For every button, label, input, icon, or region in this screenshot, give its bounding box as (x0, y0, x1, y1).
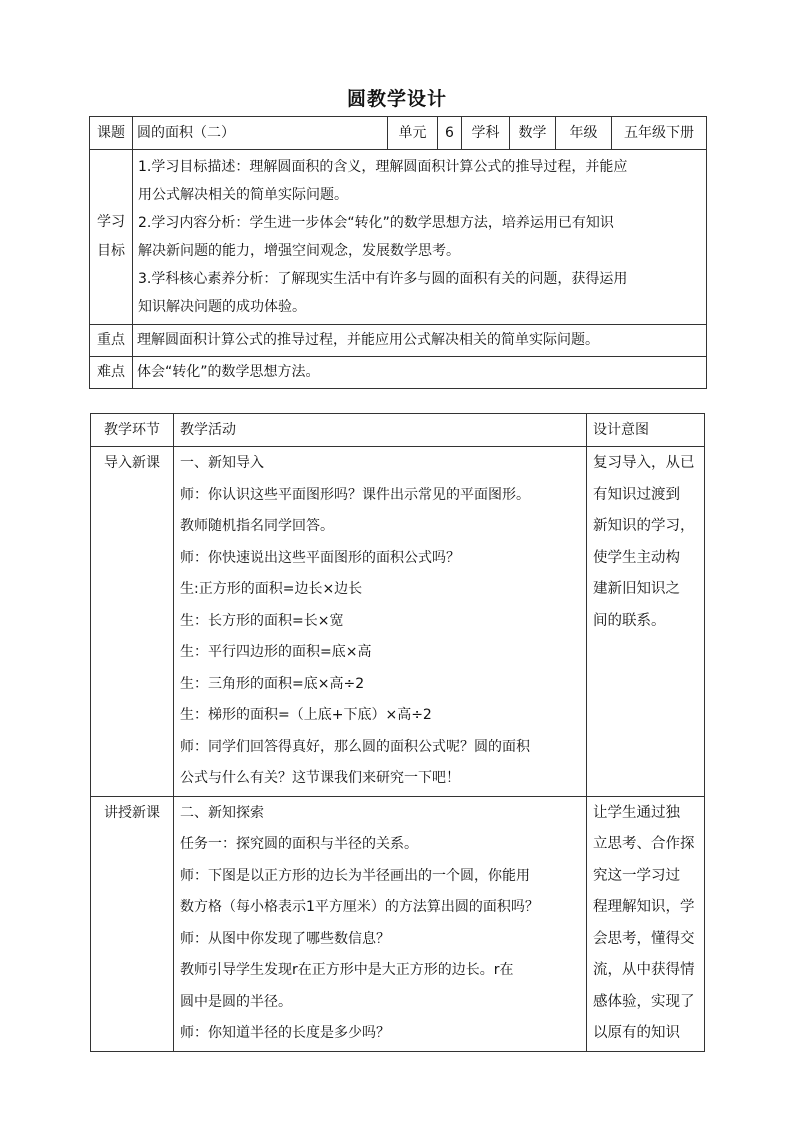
activity-line: 生：平行四边形的面积=底×高 (180, 644, 372, 660)
intent-line: 使学生主动构 (593, 549, 680, 566)
key-point-label: 重点 (90, 325, 133, 357)
intent-line: 建新旧知识之 (593, 581, 680, 597)
intent-line: 程理解知识，学 (593, 899, 695, 915)
teaching-process-table (90, 413, 705, 1052)
intent-line: 有知识过渡到 (593, 486, 680, 503)
objectives-label-line-2: 目标 (97, 243, 125, 259)
intent-line: 让学生通过独 (593, 804, 680, 821)
activity-line: 师：你认识这些平面图形吗？课件出示常见的平面图形。 (180, 486, 530, 503)
activity-line: 师：你知道半径的长度是多少吗？ (180, 1025, 390, 1041)
process-row-intro (91, 447, 705, 797)
intent-line: 流，从中获得情 (593, 962, 695, 978)
intent-line: 新知识的学习， (593, 518, 695, 534)
intent-line: 复习导入，从已 (593, 455, 695, 471)
activity-line: 公式与什么有关？这节课我们来研究一下吧！ (180, 770, 460, 786)
activity-line: 一、新知导入 (180, 455, 264, 471)
intent-line: 会思考，懂得交 (593, 930, 695, 947)
subject-label: 学科 (462, 117, 510, 150)
stage-cell: 讲授新课 (91, 796, 174, 1051)
key-point-value: 理解圆面积计算公式的推导过程，并能应用公式解决相关的简单实际问题。 (133, 325, 707, 357)
activity-line: 圆中是圆的半径。 (180, 993, 292, 1010)
stage-cell: 导入新课 (91, 447, 174, 797)
difficulty-label: 难点 (90, 357, 133, 389)
objective-line: 3.学科核心素养分析：了解现实生活中有许多与圆的面积有关的问题，获得运用 (138, 271, 628, 287)
header-stage: 教学环节 (91, 414, 174, 447)
activity-line: 数方格（每小格表示1平方厘米）的方法算出圆的面积吗？ (180, 899, 539, 915)
activity-line: 生:正方形的面积=边长×边长 (180, 581, 363, 597)
document-title: 圆教学设计 (346, 88, 447, 110)
activity-line: 二、新知探索 (180, 804, 264, 821)
intent-line: 究这一学习过 (593, 867, 680, 884)
lesson-row (90, 117, 707, 150)
objectives-label (90, 150, 133, 325)
activity-line: 师：下图是以正方形的边长为半径画出的一个圆，你能用 (180, 867, 530, 884)
intent-line: 间的联系。 (593, 612, 666, 629)
intent-line: 立思考、合作探 (593, 836, 695, 852)
intent-cell (587, 447, 705, 797)
activity-line: 任务一：探究圆的面积与半径的关系。 (180, 836, 418, 852)
subject-value: 数学 (510, 117, 556, 150)
objectives-content (133, 150, 707, 325)
process-row-new-content (91, 796, 705, 1051)
key-point-row (90, 325, 707, 357)
lesson-value: 圆的面积（二） (133, 117, 388, 150)
activity-line: 师：你快速说出这些平面图形的面积公式吗？ (180, 549, 460, 566)
objectives-label-line-1: 学习 (97, 214, 125, 230)
activity-line: 教师随机指名同学回答。 (180, 518, 334, 534)
objective-line: 解决新问题的能力，增强空间观念，发展数学思考。 (138, 243, 460, 259)
header-activity: 教学活动 (174, 414, 587, 447)
activity-line: 师：从图中你发现了哪些数信息？ (180, 930, 390, 947)
activity-cell (174, 796, 587, 1051)
objective-line: 用公式解决相关的简单实际问题。 (138, 187, 348, 203)
difficulty-row (90, 357, 707, 389)
difficulty-value: 体会“转化”的数学思想方法。 (133, 357, 707, 389)
activity-line: 师：同学们回答得真好，那么圆的面积公式呢？圆的面积 (180, 738, 530, 755)
activity-line: 生：梯形的面积=（上底+下底）×高÷2 (180, 707, 432, 723)
intent-line: 感体验，实现了 (593, 993, 695, 1010)
objective-line: 2.学习内容分析：学生进一步体会“转化”的数学思想方法，培养运用已有知识 (138, 215, 614, 231)
grade-label: 年级 (556, 117, 612, 150)
objectives-row (90, 150, 707, 325)
unit-value: 6 (438, 117, 462, 150)
header-intent: 设计意图 (587, 414, 705, 447)
activity-line: 生：长方形的面积=长×宽 (180, 612, 344, 629)
lesson-label: 课题 (90, 117, 133, 150)
activity-line: 生：三角形的面积=底×高÷2 (180, 675, 365, 692)
activity-cell (174, 447, 587, 797)
intent-line: 以原有的知识 (593, 1025, 680, 1041)
lesson-info-table (89, 116, 707, 389)
process-header-row (91, 414, 705, 447)
unit-label: 单元 (388, 117, 438, 150)
intent-cell (587, 796, 705, 1051)
activity-line: 教师引导学生发现r在正方形中是大正方形的边长。r在 (180, 962, 514, 978)
objective-line: 知识解决问题的成功体验。 (138, 299, 306, 315)
grade-value: 五年级下册 (612, 117, 707, 150)
objective-line: 1.学习目标描述：理解圆面积的含义，理解圆面积计算公式的推导过程，并能应 (138, 159, 628, 175)
